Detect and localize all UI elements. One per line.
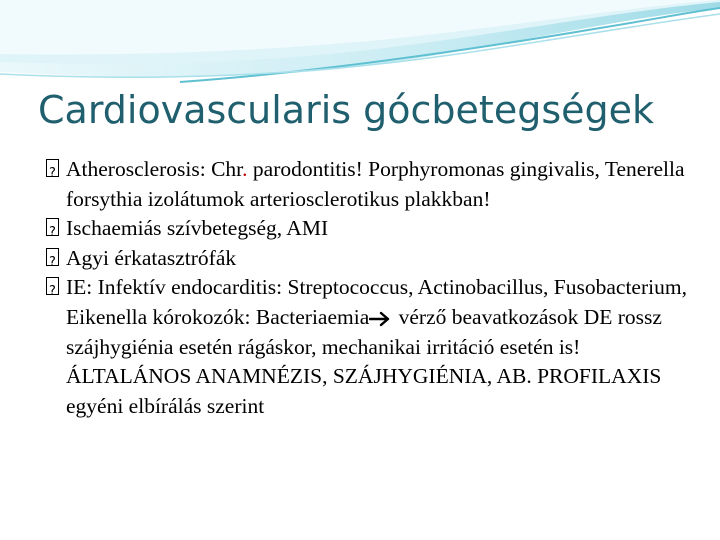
header-wave-decoration — [0, 0, 720, 90]
bullet-item-stroke — [46, 244, 696, 274]
right-arrow-icon — [369, 311, 391, 327]
bullet-item-atherosclerosis — [46, 155, 696, 214]
item-text-part: vérző beavatkozások DE rossz szájhygiénia esetén rágáskor, mechanikai irritáció esetén is! ÁLTALÁNOS ANAMNÉZIS, SZÁJHYGIÉNIA, AB. PROFILAXIS egyéni elbírálás szerint — [66, 304, 662, 418]
item-text-part: IE: Infektív endocarditis: Streptococcus, Actinobacillus, Fusobacterium, Eikenella kórokozók: Bacteriaemia — [66, 275, 687, 329]
bullet-item-ischaemia — [46, 214, 696, 244]
missing-glyph-box-icon — [46, 277, 59, 295]
item-text: Ischaemiás szívbetegség, AMI — [66, 216, 329, 241]
missing-glyph-box-icon — [46, 218, 59, 236]
slide-body — [46, 155, 696, 421]
missing-glyph-box-icon — [46, 248, 59, 266]
slide-title: Cardiovascularis gócbetegségek — [38, 88, 654, 132]
item-text: Agyi érkatasztrófák — [66, 245, 237, 270]
item-text-part: parodontitis! Porphyromonas gingivalis, Tenerella forsythia izolátumok arteriosclerotikus plakkban! — [66, 157, 685, 211]
bullet-item-endocarditis — [46, 273, 696, 421]
missing-glyph-box-icon — [46, 159, 59, 177]
highlight-dot: . — [242, 157, 248, 181]
item-text-part: Atherosclerosis: Chr — [66, 157, 243, 181]
